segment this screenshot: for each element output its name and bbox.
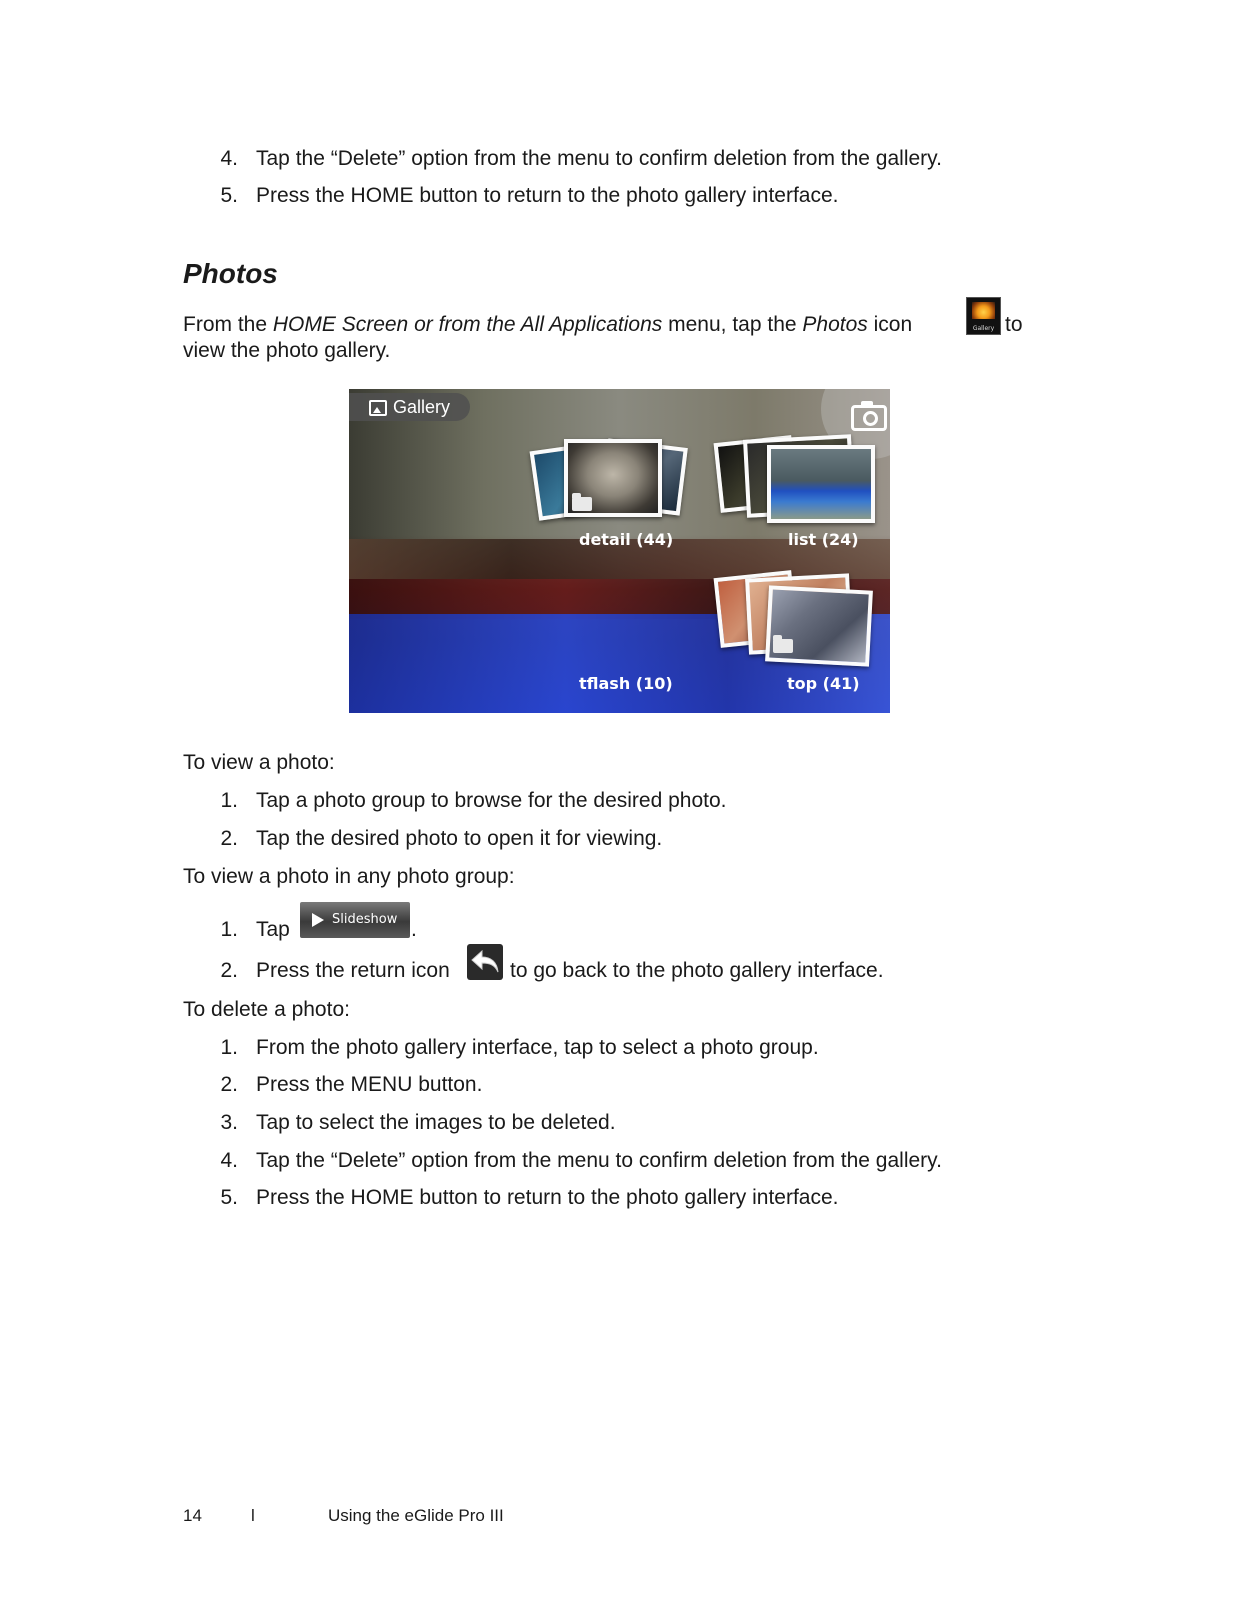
gallery-screenshot [349, 389, 890, 713]
list-item-text: . [411, 918, 417, 941]
play-icon [312, 913, 324, 927]
album-stack-list[interactable] [717, 437, 882, 527]
list-item-text: Press the HOME button to return to the photo gallery interface. [256, 1186, 839, 1209]
list-item-text: to go back to the photo gallery interface. [510, 959, 884, 982]
intro-line-1 [183, 312, 912, 338]
camera-icon [851, 405, 887, 431]
photo-thumbnail [767, 445, 875, 523]
intro-italic: Photos [802, 313, 868, 336]
album-label: top (41) [787, 674, 860, 693]
picture-icon [369, 400, 387, 416]
album-stack-detail[interactable] [534, 439, 694, 529]
list-item-text: From the photo gallery interface, tap to select a photo group. [256, 1036, 819, 1059]
slideshow-button[interactable] [300, 902, 410, 938]
list-item-text: Tap a photo group to browse for the desired photo. [256, 789, 727, 812]
album-label: tflash (10) [579, 674, 673, 693]
delete-photo-heading: To delete a photo: [183, 998, 350, 1021]
list-number: 4. [220, 1149, 238, 1172]
gallery-app-icon [966, 297, 1001, 335]
list-number: 2. [220, 827, 238, 850]
gallery-title: Gallery [393, 397, 451, 417]
intro-text: menu, tap the [662, 313, 803, 336]
list-number: 4. [220, 147, 238, 170]
sunset-icon [972, 302, 995, 319]
intro-to: to [1005, 313, 1023, 336]
list-item-text: Tap to select the images to be deleted. [256, 1111, 616, 1134]
list-item-text: Tap the “Delete” option from the menu to confirm deletion from the gallery. [256, 147, 942, 170]
list-item-text: Tap the “Delete” option from the menu to confirm deletion from the gallery. [256, 1149, 942, 1172]
album-label: detail (44) [579, 530, 674, 549]
list-number: 1. [220, 789, 238, 812]
intro-line-2: view the photo gallery. [183, 339, 391, 362]
intro-text: From the [183, 313, 273, 336]
list-item-text: Tap [256, 918, 290, 941]
intro-italic: HOME Screen or from the All Applications [272, 313, 663, 336]
list-number: 2. [220, 959, 238, 982]
page-number: 14 [183, 1506, 202, 1525]
folder-icon [773, 639, 793, 653]
intro-text: icon [867, 313, 913, 336]
list-item-text: Press the HOME button to return to the photo gallery interface. [256, 184, 839, 207]
list-number: 3. [220, 1111, 238, 1134]
slideshow-label: Slideshow [332, 912, 398, 927]
album-stack-top[interactable] [717, 574, 882, 664]
list-number: 5. [220, 1186, 238, 1209]
footer-title: Using the eGlide Pro III [328, 1506, 504, 1525]
list-number: 5. [220, 184, 238, 207]
list-number: 1. [220, 1036, 238, 1059]
folder-icon [572, 497, 592, 511]
section-title: Photos [183, 258, 278, 289]
list-item-text: Press the MENU button. [256, 1073, 483, 1096]
list-number: 1. [220, 918, 238, 941]
list-item-text: Press the return icon [256, 959, 450, 982]
return-icon [467, 944, 503, 980]
list-number: 2. [220, 1073, 238, 1096]
icon-caption: Gallery [972, 325, 995, 332]
footer-separator: l [251, 1506, 255, 1525]
album-label: list (24) [788, 530, 859, 549]
view-group-heading: To view a photo in any photo group: [183, 865, 515, 888]
list-item-text: Tap the desired photo to open it for viewing. [256, 827, 663, 850]
photo-thumbnail [765, 585, 873, 666]
view-photo-heading: To view a photo: [183, 751, 335, 774]
gallery-title-bar [349, 393, 470, 421]
